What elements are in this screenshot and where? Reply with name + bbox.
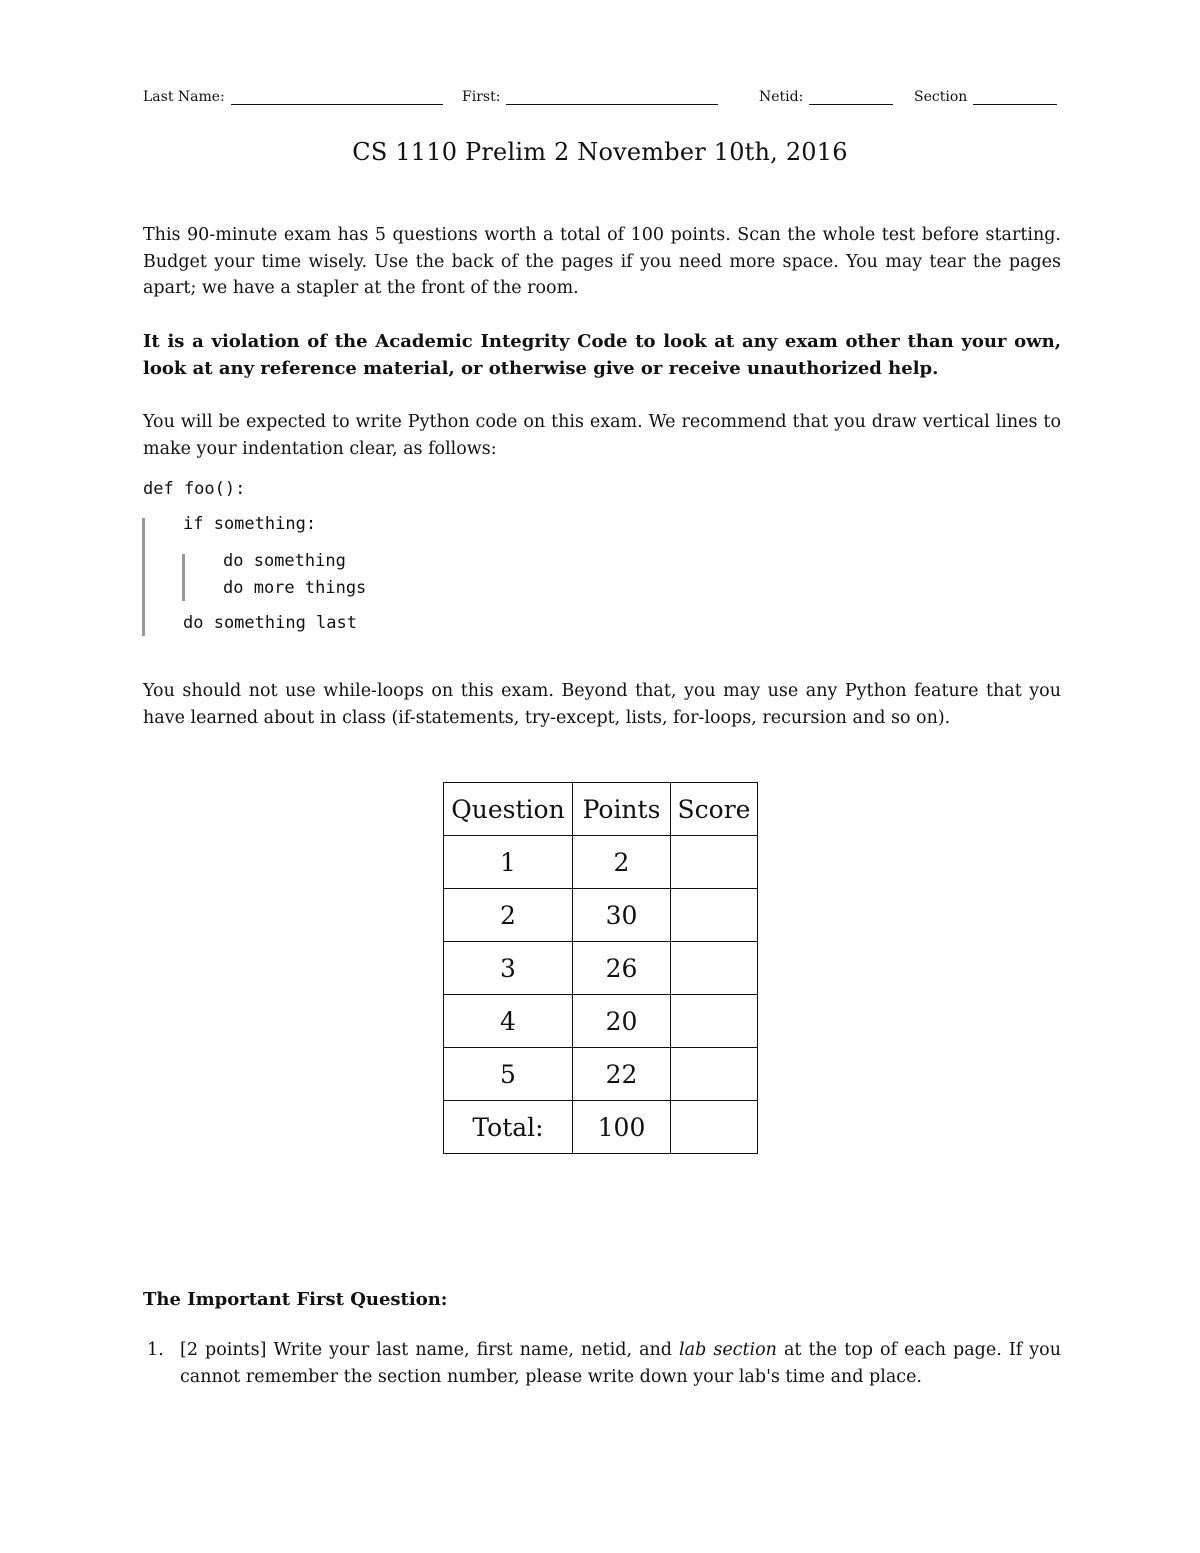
python-note-paragraph: You will be expected to write Python code on this exam. We recommend that you draw vertical lines to make your indentation clear, as follows: — [143, 412, 1061, 459]
first-name-label: First: — [462, 89, 501, 105]
question-text-b: at the top of each page. If you cannot remember the section number, please write down your lab's time and place. — [180, 1340, 1061, 1387]
table-row — [444, 836, 758, 889]
points-cell: 26 — [573, 942, 671, 995]
exam-title: CS 1110 Prelim 2 November 10th, 2016 — [352, 138, 848, 166]
question-cell: 2 — [444, 889, 573, 942]
student-info-header — [143, 86, 1061, 112]
points-cell: 20 — [573, 995, 671, 1048]
score-table — [443, 782, 758, 1154]
total-row — [444, 1101, 758, 1154]
netid-field[interactable] — [759, 86, 893, 105]
section-blank[interactable] — [973, 86, 1057, 105]
last-name-label: Last Name: — [143, 89, 225, 105]
first-name-blank[interactable] — [506, 86, 718, 105]
table-row — [444, 995, 758, 1048]
table-row — [444, 1048, 758, 1101]
last-name-blank[interactable] — [231, 86, 443, 105]
question-number: 1. — [147, 1340, 164, 1360]
section-label: Section — [914, 89, 968, 105]
first-name-field[interactable] — [462, 86, 718, 105]
intro-paragraph: This 90-minute exam has 5 questions worth a total of 100 points. Scan the whole test before starting. Budget your time wisely. Use the back of the pages if you need more space. You may tear the pages apart; we have a stapler at the front of the room. — [143, 225, 1061, 298]
question-text-a: Write your last name, first name, netid, and — [273, 1340, 672, 1360]
question-cell: 5 — [444, 1048, 573, 1101]
question-text-emphasis: lab section — [679, 1340, 777, 1360]
code-line-do-something: do something — [223, 551, 346, 571]
section-field[interactable] — [914, 86, 1057, 105]
header-score: Score — [671, 783, 758, 836]
first-question-heading: The Important First Question: — [143, 1289, 448, 1310]
points-cell: 30 — [573, 889, 671, 942]
netid-blank[interactable] — [809, 86, 893, 105]
question-cell: 3 — [444, 942, 573, 995]
header-question: Question — [444, 783, 573, 836]
score-cell[interactable] — [671, 995, 758, 1048]
netid-label: Netid: — [759, 89, 804, 105]
score-table-header-row — [444, 783, 758, 836]
total-label-cell: Total: — [444, 1101, 573, 1154]
points-cell: 22 — [573, 1048, 671, 1101]
code-line-do-last: do something last — [183, 613, 357, 633]
last-name-field[interactable] — [143, 86, 443, 105]
integrity-paragraph: It is a violation of the Academic Integrity Code to look at any exam other than your own, look at any reference material, or otherwise give or receive unauthorized help. — [143, 331, 1061, 379]
header-points: Points — [573, 783, 671, 836]
question-cell: 4 — [444, 995, 573, 1048]
question-cell: 1 — [444, 836, 573, 889]
question-1 — [147, 1337, 1061, 1390]
total-points-cell: 100 — [573, 1101, 671, 1154]
score-cell[interactable] — [671, 889, 758, 942]
question-points: [2 points] — [180, 1340, 267, 1360]
indent-guide-outer — [142, 518, 145, 636]
indent-guide-inner — [182, 554, 185, 601]
total-score-cell[interactable] — [671, 1101, 758, 1154]
points-cell: 2 — [573, 836, 671, 889]
table-row — [444, 942, 758, 995]
loops-note-paragraph: You should not use while-loops on this exam. Beyond that, you may use any Python feature that you have learned about in class (if-statements, try-except, lists, for-loops, recursion and so on). — [143, 681, 1061, 728]
code-line-if: if something: — [183, 514, 317, 534]
question-text — [180, 1337, 1061, 1390]
score-cell[interactable] — [671, 1048, 758, 1101]
table-row — [444, 889, 758, 942]
score-cell[interactable] — [671, 942, 758, 995]
code-line-def: def foo(): — [143, 479, 246, 499]
score-cell[interactable] — [671, 836, 758, 889]
code-line-do-more: do more things — [223, 578, 367, 598]
